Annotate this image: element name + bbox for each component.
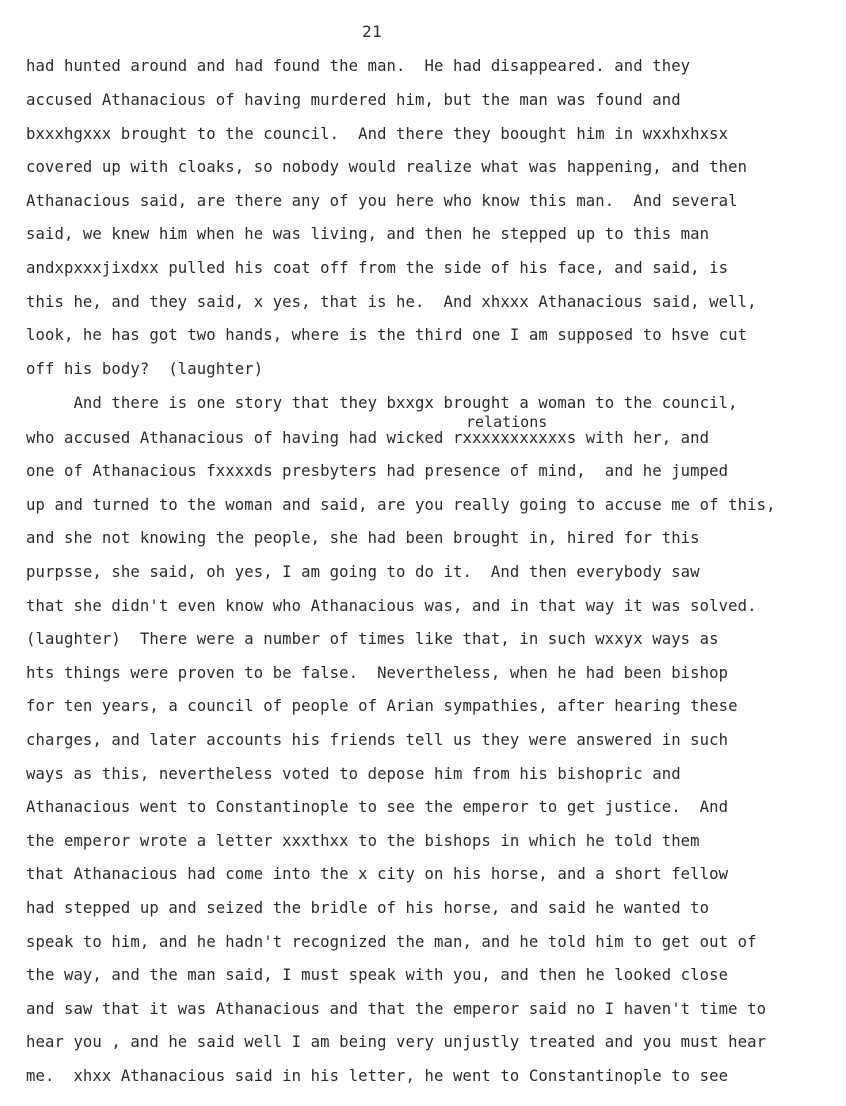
text-line: and saw that it was Athanacious and that the emperor said no I haven't time to <box>26 1000 767 1018</box>
text-line: hear you , and he said well I am being very unjustly treated and you must hear <box>26 1033 767 1051</box>
text-line: for ten years, a council of people of Arian sympathies, after hearing these <box>26 697 738 715</box>
text-line: And there is one story that they bxxgx brought a woman to the council, <box>26 394 738 412</box>
text-line: up and turned to the woman and said, are you really going to accuse me of this, <box>26 496 776 514</box>
text-line: had hunted around and had found the man. He had disappeared. and they <box>26 57 691 75</box>
text-line: the way, and the man said, I must speak with you, and then he looked close <box>26 966 729 984</box>
text-line: purpsse, she said, oh yes, I am going to do it. And then everybody saw <box>26 563 700 581</box>
text-line: covered up with cloaks, so nobody would realize what was happening, and then <box>26 158 748 176</box>
text-line: andxpxxxjixdxx pulled his coat off from the side of his face, and said, is <box>26 259 729 277</box>
text-line: bxxxhgxxx brought to the council. And there they boought him in wxxhxhxsx <box>26 125 729 143</box>
text-line: that Athanacious had come into the x city on his horse, and a short fellow <box>26 865 729 883</box>
text-line: the emperor wrote a letter xxxthxx to the bishops in which he told them <box>26 832 700 850</box>
text-line: ways as this, nevertheless voted to depose him from his bishopric and <box>26 765 681 783</box>
text-line: Athanacious said, are there any of you here who know this man. And several <box>26 192 738 210</box>
text-line: (laughter) There were a number of times like that, in such wxxyx ways as <box>26 630 719 648</box>
text-line: had stepped up and seized the bridle of his horse, and said he wanted to <box>26 899 710 917</box>
text-line: accused Athanacious of having murdered him, but the man was found and <box>26 91 681 109</box>
text-line: and she not knowing the people, she had been brought in, hired for this <box>26 529 700 547</box>
text-line: speak to him, and he hadn't recognized the man, and he told him to get out of <box>26 933 757 951</box>
text-line: said, we knew him when he was living, and then he stepped up to this man <box>26 225 710 243</box>
page-edge <box>842 0 846 1106</box>
text-line: hts things were proven to be false. Nevertheless, when he had been bishop <box>26 664 729 682</box>
interlinear-insertion: relations <box>466 413 548 431</box>
text-line: off his body? (laughter) <box>26 360 264 378</box>
text-line: one of Athanacious fxxxxds presbyters had presence of mind, and he jumped <box>26 462 729 480</box>
text-line: me. xhxx Athanacious said in his letter, he went to Constantinople to see <box>26 1067 729 1085</box>
text-line: who accused Athanacious of having had wicked rxxxxxxxxxxxs with her, and <box>26 429 710 447</box>
text-line: Athanacious went to Constantinople to see the emperor to get justice. And <box>26 798 729 816</box>
page-number: 21 <box>362 22 383 41</box>
text-line: this he, and they said, x yes, that is he. And xhxxx Athanacious said, well, <box>26 293 757 311</box>
text-line: look, he has got two hands, where is the third one I am supposed to hsve cut <box>26 326 748 344</box>
text-line: that she didn't even know who Athanacious was, and in that way it was solved. <box>26 597 757 615</box>
text-line: charges, and later accounts his friends tell us they were answered in such <box>26 731 729 749</box>
